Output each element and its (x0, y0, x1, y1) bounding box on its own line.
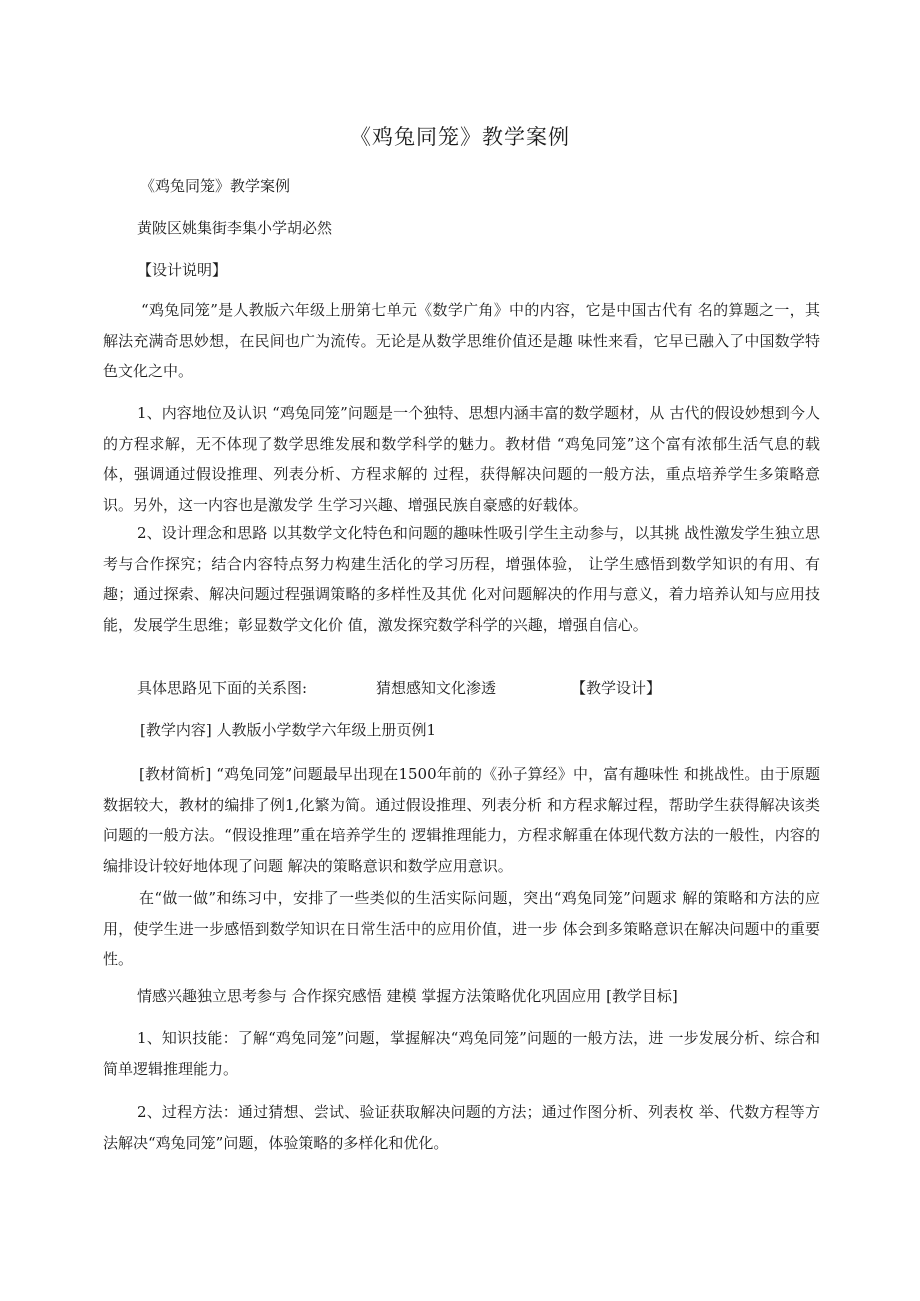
subtitle: 《鸡兔同笼》教学案例 (140, 177, 291, 195)
paragraph-intro: “鸡兔同笼”是人教版六年级上册第七单元《数学广角》中的内容，它是中国古代有 名的算题之一，其解法充满奇思妙想，在民间也广为流传。无论是从数学思维价值还是趣 味性来看，它早已融入了中国数学特色文化之中。 (103, 301, 820, 380)
section-heading-design: 【设计说明】 (137, 261, 228, 279)
paragraph-goal-process: 2、过程方法：通过猜想、尝试、验证获取解决问题的方法；通过作图分析、列表枚 举、代数方程等方法解决“鸡兔同笼”问题，体验策略的多样化和优化。 (103, 1103, 820, 1152)
paragraph-practice: 在“做一做”和练习中，安排了一些类似的生活实际问题，突出“鸡兔同笼”问题求 解的策略和方法的应用，使学生进一步感悟到数学知识在日常生活中的应用价值，进一步 体会到多策略意识在解决问题中的重要性。 (103, 889, 820, 968)
goals-line: 情感兴趣独立思考参与 合作探究感悟 建模 掌握方法策略优化巩固应用 [教学目标] (137, 987, 678, 1005)
diagram-node-guess: 猜想感知文化渗透 (376, 679, 497, 697)
teaching-content-line: [教学内容] 人教版小学数学六年级上册页例1 (140, 721, 437, 739)
paragraph-content-position: 1、内容地位及认识 “鸡兔同笼”问题是一个独特、思想内涵丰富的数学题材，从 古代的假设妙想到今人的方程求解，无不体现了数学思维发展和数学科学的魅力。教材借 “鸡兔同笼”这个富有浓郁生活气息的载体，强调通过假设推理、列表分析、方程求解的 过程，获得解决问题的一般方法，重点培养学生多策略意识。另外，这一内容也是激发学 生学习兴趣、增强民族自豪感的好载体。 (103, 404, 820, 514)
paragraph-design-concept: 2、设计理念和思路 以其数学文化特色和问题的趣味性吸引学生主动参与，以其挑 战性激发学生独立思考与合作探究；结合内容特点努力构建生活化的学习历程，增强体验， 让学生感悟到数学知识的有用、有趣；通过探索、解决问题过程强调策略的多样性及其优 化对问题解决的作用与意义，着力培养认知与应用技能，发展学生思维；彰显数学文化价 值，激发探究数学科学的兴趣，增强自信心。 (103, 524, 820, 634)
diagram-reference-text: 具体思路见下面的关系图: (137, 679, 308, 697)
author-line: 黄陂区姚集街李集小学胡必然 (137, 219, 333, 237)
section-heading-teaching-design: 【教学设计】 (571, 679, 662, 697)
paragraph-material-analysis: [教材简析] “鸡兔同笼”问题最早出现在1500年前的《孙子算经》中，富有趣味性 和挑战性。由于原题数据较大，教材的编排了例1,化繁为简。通过假设推理、列表分析 和方程求解过程，帮助学生获得解决该类问题的一般方法。“假设推理”重在培养学生的 逻辑推理能力，方程求解重在体现代数方法的一般性，内容的编排设计较好地体现了问题 解决的策略意识和数学应用意识。 (103, 765, 820, 875)
document-title: 《鸡兔同笼》教学案例 (350, 125, 570, 149)
paragraph-goal-knowledge: 1、知识技能：了解“鸡兔同笼”问题，掌握解决“鸡兔同笼”问题的一般方法，进 一步发展分析、综合和简单逻辑推理能力。 (103, 1029, 820, 1078)
